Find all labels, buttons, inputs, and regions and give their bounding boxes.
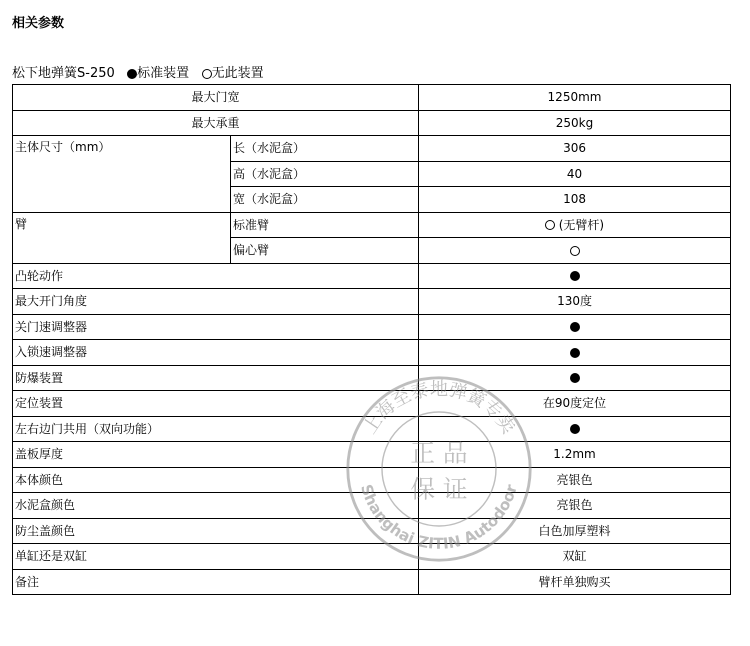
table-row	[13, 467, 731, 493]
table-row	[13, 569, 731, 595]
row-label: 防尘盖颜色	[13, 518, 419, 544]
seal-center-line-2: 保 证	[410, 474, 468, 504]
table-row	[13, 85, 731, 111]
hollow-circle-icon	[202, 69, 212, 79]
row-label: 最大开门角度	[13, 289, 419, 315]
table-row	[13, 314, 731, 340]
row-label: 水泥盒颜色	[13, 493, 419, 519]
filled-dot-icon	[570, 271, 580, 281]
table-row	[13, 416, 731, 442]
row-label: 定位装置	[13, 391, 419, 417]
product-legend-line	[12, 62, 264, 81]
row-label: 备注	[13, 569, 419, 595]
filled-dot-icon	[570, 424, 580, 434]
row-value	[419, 314, 731, 340]
product-name: 松下地弹簧S-250	[12, 66, 115, 81]
table-row	[13, 518, 731, 544]
row-value: 108	[419, 187, 731, 213]
row-label: 盖板厚度	[13, 442, 419, 468]
table-row	[13, 263, 731, 289]
row-value	[419, 340, 731, 366]
table-row	[13, 289, 731, 315]
row-value: 306	[419, 136, 731, 162]
spec-table	[12, 84, 731, 595]
row-value: 臂杆单独购买	[419, 569, 731, 595]
row-value: (无臂杆)	[419, 212, 731, 238]
table-row	[13, 493, 731, 519]
table-row	[13, 391, 731, 417]
row-value: 在90度定位	[419, 391, 731, 417]
seal-bottom-text: Shanghai ZITIN Autodoor	[357, 482, 521, 553]
row-value: 130度	[419, 289, 731, 315]
row-sublabel: 标准臂	[231, 212, 419, 238]
row-group-label: 臂	[13, 212, 231, 263]
hollow-circle-icon	[545, 220, 555, 230]
row-sublabel: 宽（水泥盒）	[231, 187, 419, 213]
row-label: 防爆装置	[13, 365, 419, 391]
row-label: 最大承重	[13, 110, 419, 136]
row-value	[419, 238, 731, 264]
row-label: 凸轮动作	[13, 263, 419, 289]
table-row	[13, 212, 731, 238]
row-value: 双缸	[419, 544, 731, 570]
table-row	[13, 365, 731, 391]
seal-top-text: 上海至泰地弹簧专卖	[359, 378, 519, 438]
row-value: 亮银色	[419, 467, 731, 493]
row-label: 最大门宽	[13, 85, 419, 111]
row-value	[419, 416, 731, 442]
seal-center-line-1: 正 品	[410, 438, 468, 468]
row-value: 1.2mm	[419, 442, 731, 468]
row-group-label: 主体尺寸（mm）	[13, 136, 231, 213]
row-value: 40	[419, 161, 731, 187]
filled-dot-icon	[570, 322, 580, 332]
row-label: 关门速调整器	[13, 314, 419, 340]
row-label: 本体颜色	[13, 467, 419, 493]
row-value: 1250mm	[419, 85, 731, 111]
legend-none-label: 无此装置	[211, 66, 264, 81]
table-row	[13, 136, 731, 162]
row-value	[419, 365, 731, 391]
row-sublabel: 长（水泥盒）	[231, 136, 419, 162]
row-label: 左右边门共用（双向功能）	[13, 416, 419, 442]
legend-standard-label: 标准装置	[137, 66, 190, 81]
row-label: 入锁速调整器	[13, 340, 419, 366]
section-heading: 相关参数	[12, 16, 65, 31]
filled-dot-icon	[570, 373, 580, 383]
table-row	[13, 442, 731, 468]
row-sublabel: 偏心臂	[231, 238, 419, 264]
table-row	[13, 340, 731, 366]
row-sublabel: 高（水泥盒）	[231, 161, 419, 187]
filled-dot-icon	[570, 348, 580, 358]
filled-dot-icon	[127, 69, 137, 79]
row-label: 单缸还是双缸	[13, 544, 419, 570]
table-row	[13, 110, 731, 136]
hollow-circle-icon	[570, 246, 580, 256]
row-value: 250kg	[419, 110, 731, 136]
table-row	[13, 544, 731, 570]
row-value	[419, 263, 731, 289]
row-value: 亮银色	[419, 493, 731, 519]
row-value: 白色加厚塑料	[419, 518, 731, 544]
